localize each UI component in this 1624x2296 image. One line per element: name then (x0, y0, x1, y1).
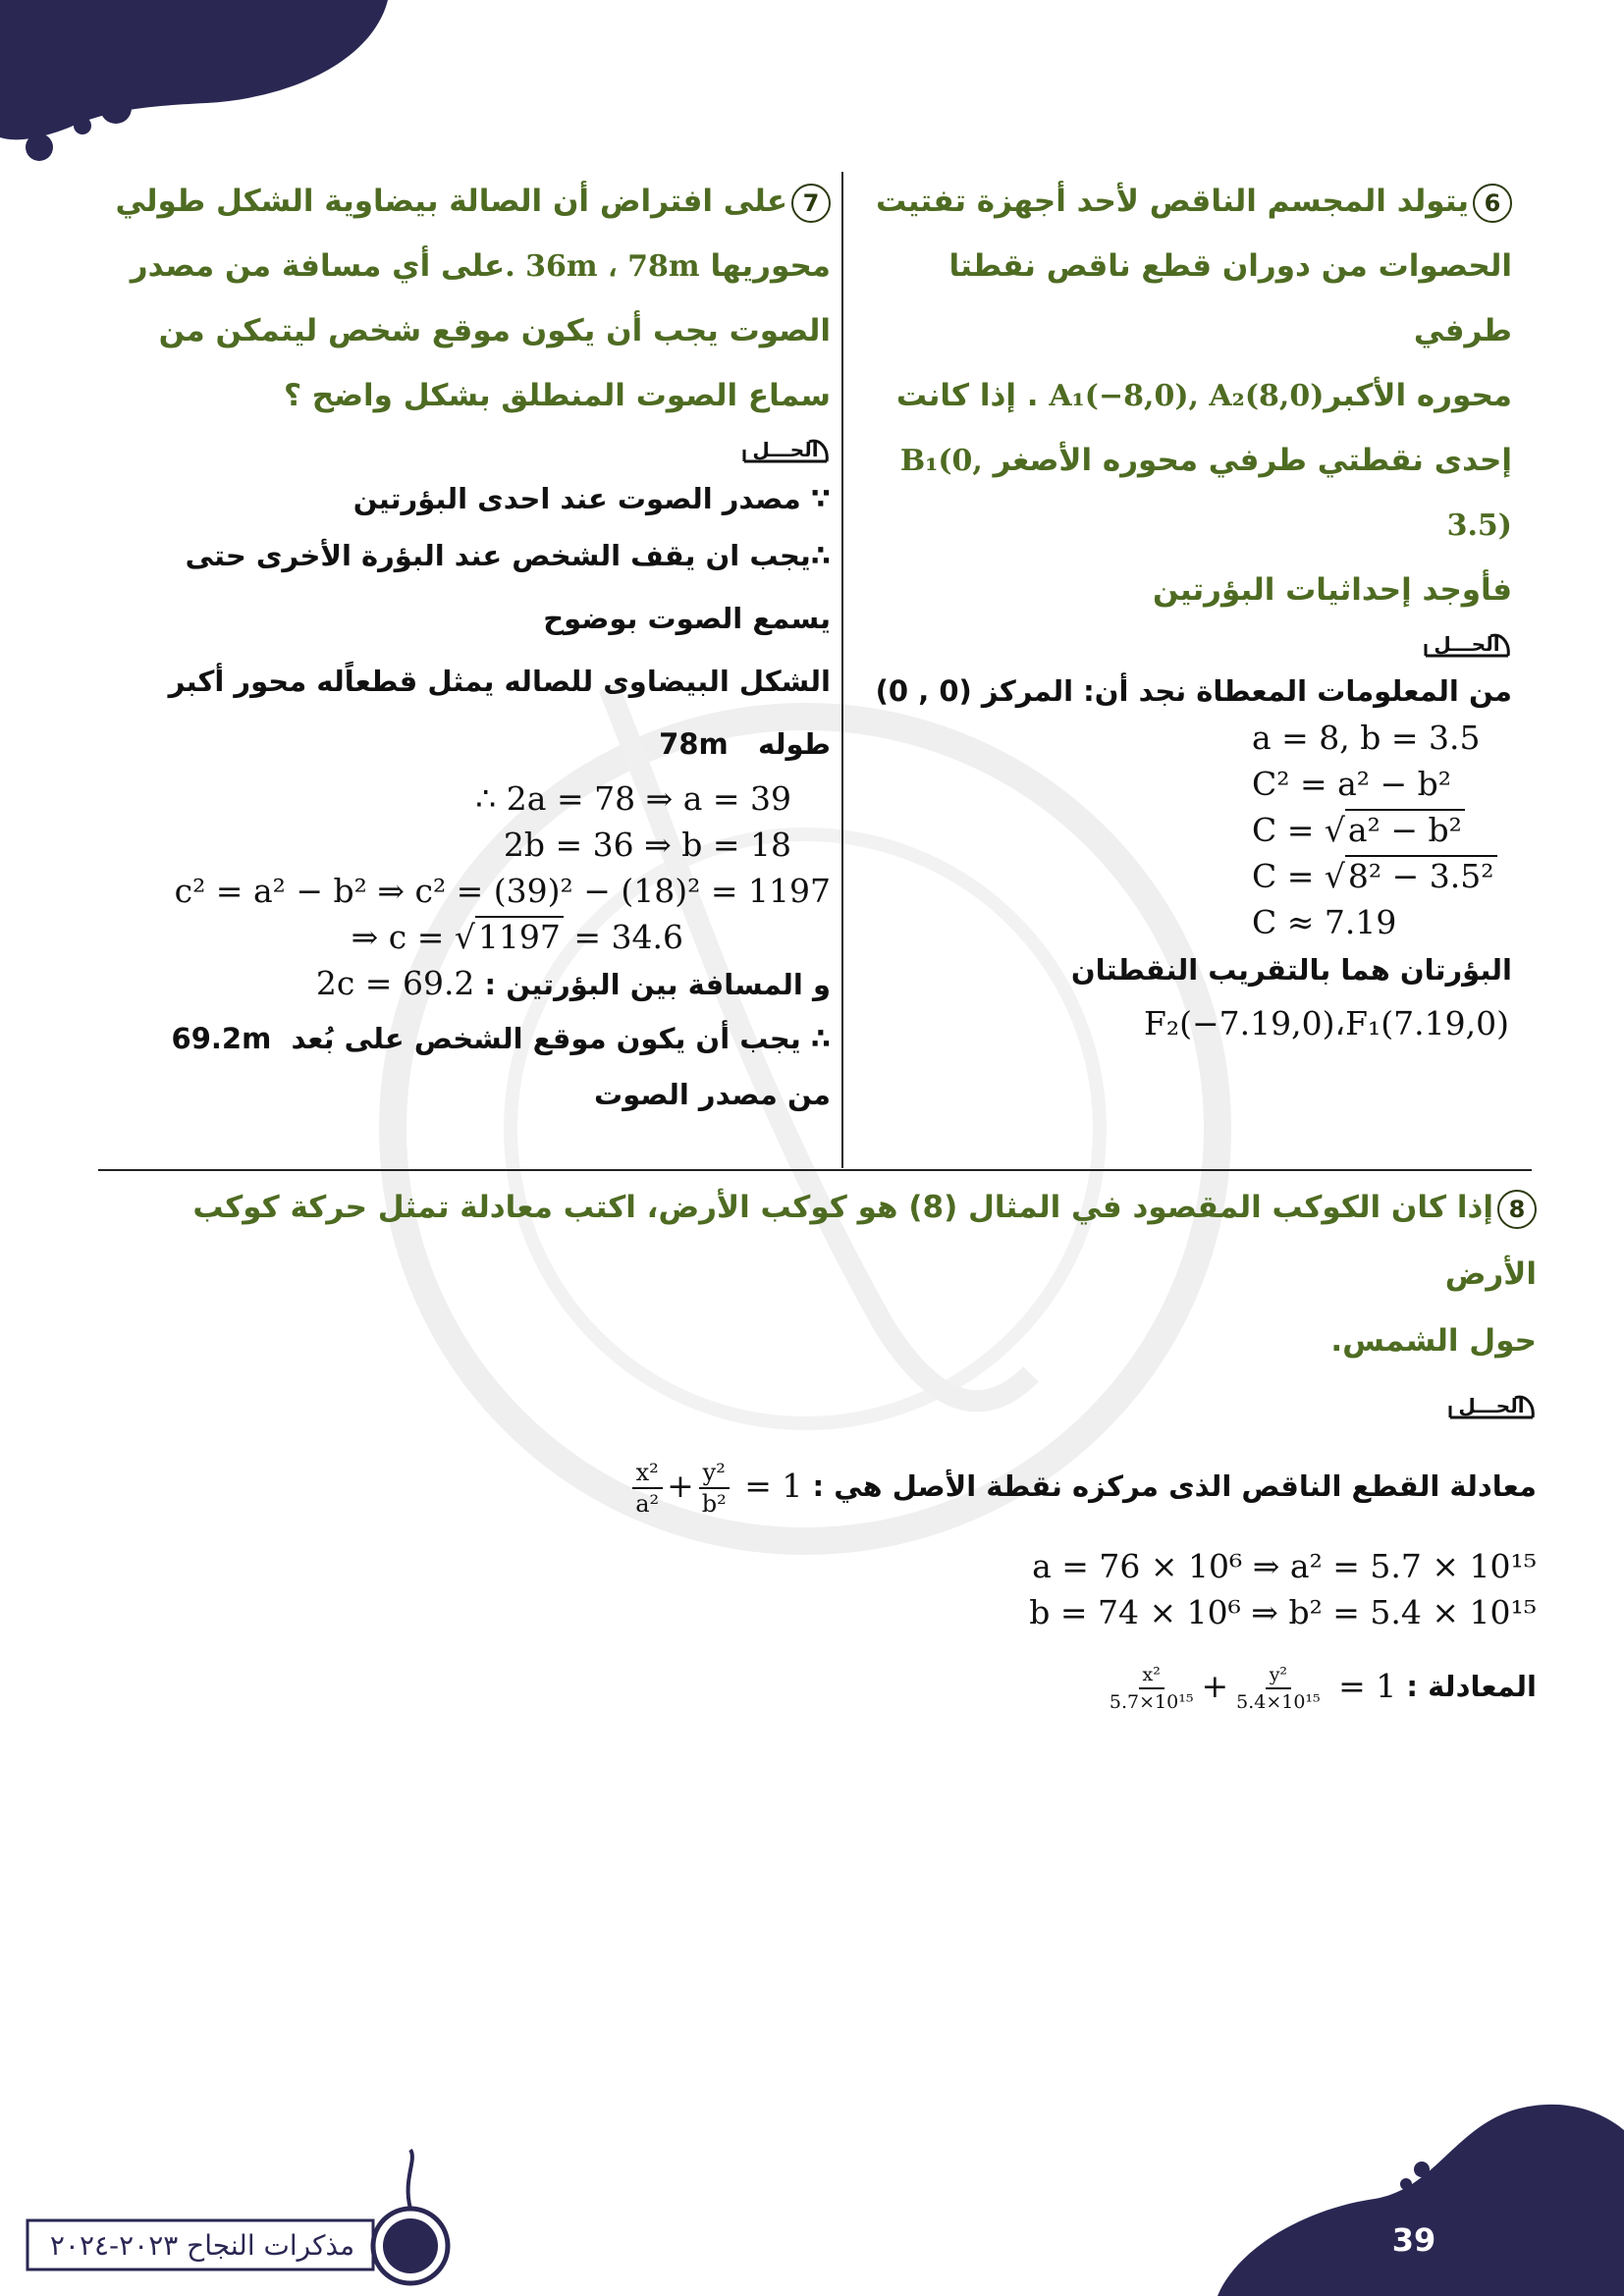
q7-line-4: سماع الصوت المنطلق بشكل واضح ؟ (283, 378, 831, 413)
top-left-dot-3 (26, 133, 53, 161)
q7-distance: و المسافة بين البؤرتين : 2c = 69.2 (315, 964, 831, 1002)
solution-label-icon (740, 430, 831, 471)
bottom-right-blob (1218, 2105, 1624, 2296)
frac-y-b: $\frac{\text{y²}}{\text{b²}}$ (698, 1458, 731, 1519)
q7-step-4: الشكل البيضاوى للصاله يمثل قطعاًله محور أكبر (168, 665, 831, 698)
q6-line-4: إحدى نقطتي طرفي محوره الأصغر B₁(0, 3.5) (899, 443, 1512, 543)
q7-conclusion-1: ∴ يجب أن يكون موقع الشخص على بُعد 69.2m (171, 1022, 831, 1055)
svg-text:الحـــل: الحـــل (752, 438, 819, 461)
q6-number-badge: 6 (1473, 184, 1512, 223)
solution-label-icon (1422, 624, 1512, 666)
q6-foci: F₂(−7.19,0)،F₁(7.19,0) (1144, 1004, 1509, 1042)
solution-label-icon (1446, 1386, 1537, 1427)
page-number: 39 (1391, 2221, 1436, 2259)
q6-line-1: 6يتولد المجسم الناقص لأحد أجهزة تفتيت (864, 169, 1512, 234)
question-7-column (108, 169, 831, 1119)
q7-step-2: ∴يجب ان يقف الشخص عند البؤرة الأخرى حتى (185, 539, 831, 572)
q8-equation-general: معادلة القطع الناقص الذى مركزه نقطة الأصل هي : $\frac{\text{x²}}{\text{a²}}$ + $\frac{\text{y²}}{\text{b²}}$ = 1 (108, 1447, 1537, 1525)
q7-math-1: ∴ 2a = 78 ⇒ a = 39 (475, 779, 791, 818)
q6-solution-text-1: من المعلومات المعطاة نجد أن: المركز (0 , 0) (875, 674, 1512, 708)
q7-conclusion-2: من مصدر الصوت (594, 1078, 831, 1111)
q6-line-3: محوره الأكبرA₁(−8,0), A₂(8,0) . إذا كانت (895, 378, 1512, 413)
q7-line-3: الصوت يجب أن يكون موقع شخص ليتمكن من (158, 313, 831, 348)
q6-math-4: C = √8² − 3.5² (1252, 853, 1512, 899)
svg-text:الحـــل: الحـــل (1434, 632, 1500, 656)
q7-math-4: ⇒ c = √1197 = 34.6 (351, 918, 683, 956)
q7-step-1: ∵ مصدر الصوت عند احدى البؤرتين (352, 482, 831, 515)
q8-line-2: حول الشمس. (1330, 1323, 1537, 1359)
q6-math-5: C ≈ 7.19 (1252, 903, 1397, 941)
top-left-dot-1 (100, 92, 132, 124)
question-6-column (864, 169, 1512, 1053)
q7-math-2: 2b = 36 ⇒ b = 18 (503, 826, 791, 864)
q6-solution-text-2: البؤرتان هما بالتقريب النقطتان (1070, 953, 1512, 987)
bottom-right-dot-1 (1437, 2163, 1465, 2191)
question-8-section (108, 1174, 1537, 1724)
top-left-blob (0, 0, 388, 139)
bottom-right-dot-2 (1414, 2162, 1430, 2177)
q7-step-5: طوله 78m (659, 727, 831, 761)
q8-math-2: b = 74 × 10⁶ ⇒ b² = 5.4 × 10¹⁵ (1029, 1593, 1537, 1631)
q7-step-3: يسمع الصوت بوضوح (543, 602, 831, 635)
bottom-right-dot-3 (1400, 2178, 1412, 2190)
q6-math-1: a = 8, b = 3.5 (1252, 719, 1481, 757)
q6-math-3: C = √a² − b² (1252, 807, 1512, 853)
top-left-dot-2 (74, 117, 91, 134)
q8-final-equation: المعادلة : $\frac{\text{x²}}{\text{5.7×10¹⁵}}$ + $\frac{\text{y²}}{\text{5.4×10¹⁵}}$ = 1 (1109, 1664, 1537, 1713)
q6-math-2: C² = a² − b² (1252, 765, 1451, 803)
q8-math-1: a = 76 × 10⁶ ⇒ a² = 5.7 × 10¹⁵ (1032, 1547, 1537, 1585)
q6-line-2: الحصوات من دوران قطع ناقص نقطتا طرفي (948, 248, 1512, 348)
frac-x-a: $\frac{\text{x²}}{\text{a²}}$ (631, 1458, 663, 1519)
q7-number-badge: 7 (791, 184, 831, 223)
q7-math-3: c² = a² − b² ⇒ c² = (39)² − (18)² = 1197 (174, 872, 831, 910)
q7-line-2: محوريها 36m ، 78m .على أي مسافة من مصدر (130, 248, 831, 284)
bottom-right-dot-4 (1477, 2160, 1489, 2171)
q6-line-5: فأوجد إحداثيات البؤرتين (1152, 572, 1512, 608)
footer-title: مذكرات النجاح ٢٠٢٣-٢٠٢٤ (49, 2229, 355, 2262)
q8-number-badge: 8 (1497, 1190, 1537, 1229)
svg-text:الحـــل: الحـــل (1458, 1394, 1525, 1417)
q8-line-1: 8إذا كان الكوكب المقصود في المثال (8) هو كوكب الأرض، اكتب معادلة تمثل حركة كوكب الأرض (192, 1190, 1537, 1292)
q7-line-1: 7على افتراض أن الصالة بيضاوية الشكل طولي (108, 169, 831, 234)
